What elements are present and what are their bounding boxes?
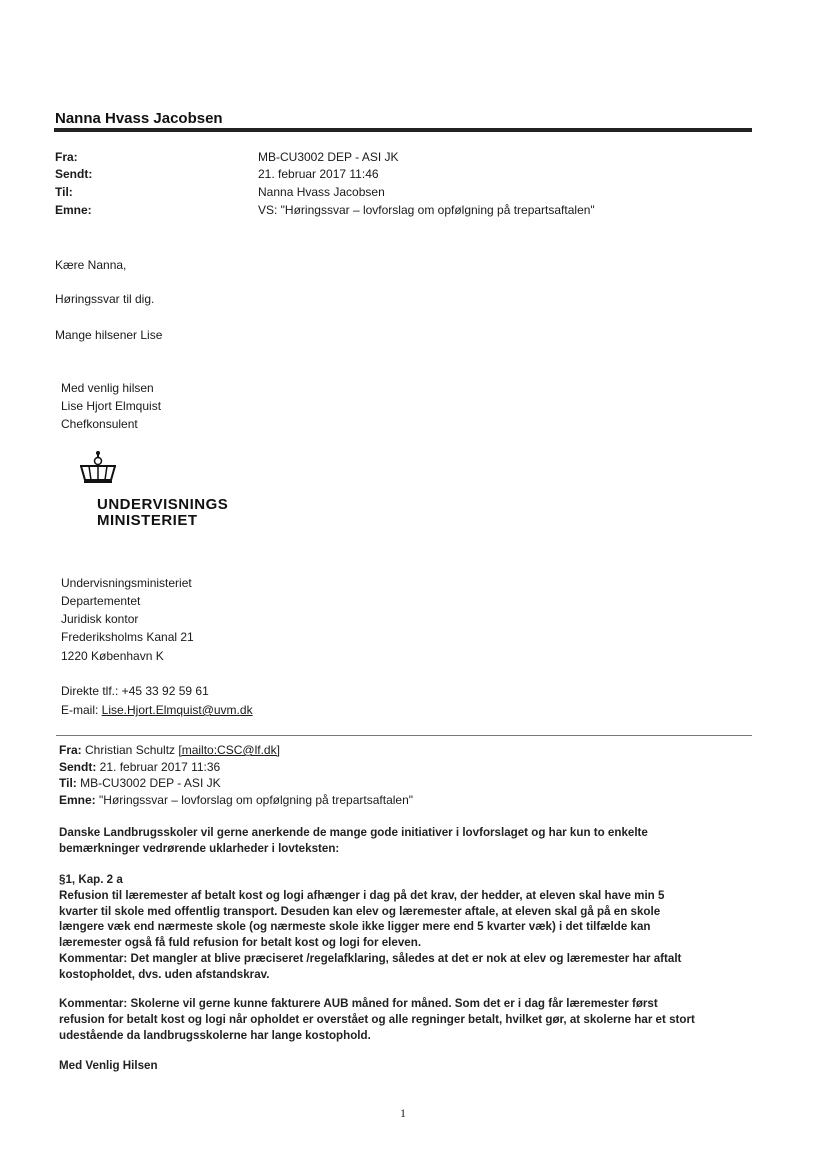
signature-name: Lise Hjort Elmquist — [61, 399, 162, 413]
paragraph-comment — [59, 996, 759, 1043]
text-line: refusion for betalt kost og logi når opholdet er overstået og alle regninger betalt, hvilket gør, at skolerne har et stort — [59, 1012, 695, 1026]
fwd-to-label: Til: — [59, 776, 77, 790]
forward-divider — [56, 735, 752, 736]
sent-label: Sendt: — [55, 167, 93, 181]
paragraph-section — [59, 872, 759, 983]
crown-logo-icon — [76, 450, 120, 486]
fwd-to-value: MB-CU3002 DEP - ASI JK — [76, 776, 221, 790]
fwd-sent-value: 21. februar 2017 11:36 — [96, 760, 221, 774]
fwd-from-value: Christian Schultz — [81, 743, 179, 757]
fwd-sent — [59, 760, 220, 774]
text-line: Refusion til læremester af betalt kost og logi afhænger i dag på det krav, der hedder, at eleven skal have min 5 — [59, 888, 665, 902]
fwd-from-label: Fra: — [59, 743, 82, 757]
paragraph-intro — [59, 825, 759, 857]
city-address: 1220 København K — [61, 649, 164, 663]
text-line: udestående da landbrugsskolerne har lange kostophold. — [59, 1028, 371, 1042]
to-value: Nanna Hvass Jacobsen — [258, 185, 385, 199]
closing: Mange hilsener Lise — [55, 328, 163, 342]
from-label: Fra: — [55, 150, 78, 164]
text-line: læremester også få fuld refusion for betalt kost og logi for eleven. — [59, 936, 422, 950]
recipient-name-header: Nanna Hvass Jacobsen — [55, 110, 223, 127]
signature-title: Chefkonsulent — [61, 417, 138, 431]
page-number: 1 — [400, 1106, 406, 1120]
fwd-subject-value: "Høringssvar – lovforslag om opfølgning på trepartsaftalen" — [95, 793, 414, 807]
from-value: MB-CU3002 DEP - ASI JK — [258, 150, 399, 164]
logo-text-line1: UNDERVISNINGS — [97, 496, 229, 513]
fwd-closing: Med Venlig Hilsen — [59, 1059, 158, 1072]
email-link[interactable]: Lise.Hjort.Elmquist@uvm.dk — [101, 703, 253, 717]
text-line: Kommentar: Skolerne vil gerne kunne fakturere AUB måned for måned. Som det er i dag får læremester først — [59, 997, 658, 1010]
logo-text-line2: MINISTERIET — [97, 512, 198, 529]
text-line: kostopholdet, dvs. uden afstandskrav. — [59, 967, 270, 981]
header-divider — [54, 128, 752, 132]
phone: Direkte tlf.: +45 33 92 59 61 — [61, 684, 209, 698]
fwd-from-link[interactable]: [mailto:CSC@lf.dk] — [178, 743, 280, 757]
sent-value: 21. februar 2017 11:46 — [258, 167, 379, 181]
text-line: længere væk end nærmeste skole (og nærmeste skole ikke ligger mere end 5 kvarter væk) i det tilfælde kan — [59, 920, 651, 934]
text-line: kvarter til skole med offentlig transport. Desuden kan elev og læremester aftale, at eleven skal gå på en skole — [59, 904, 661, 918]
subject-value: VS: "Høringssvar – lovforslag om opfølgning på trepartsaftalen" — [258, 203, 595, 217]
org-name: Undervisningsministeriet — [61, 576, 192, 590]
fwd-subject — [59, 793, 413, 807]
fwd-sent-label: Sendt: — [59, 760, 97, 774]
text-line: Kommentar: Det mangler at blive præciseret /regelafklaring, således at det er nok at elev og læremester har aftalt — [59, 951, 682, 965]
text-line: Danske Landbrugsskoler vil gerne anerkende de mange gode initiativer i lovforslaget og har kun to enkelte — [59, 826, 648, 839]
signature-regards: Med venlig hilsen — [61, 381, 154, 395]
fwd-subject-label: Emne: — [59, 793, 96, 807]
street-address: Frederiksholms Kanal 21 — [61, 630, 194, 644]
to-label: Til: — [55, 185, 73, 199]
greeting: Kære Nanna, — [55, 258, 127, 272]
email-label: E-mail: — [61, 703, 102, 717]
subject-label: Emne: — [55, 203, 92, 217]
section-heading: §1, Kap. 2 a — [59, 873, 123, 886]
text-line: bemærkninger vedrørende uklarheder i lovteksten: — [59, 841, 340, 855]
department: Departementet — [61, 594, 141, 608]
office: Juridisk kontor — [61, 612, 139, 626]
body-line: Høringssvar til dig. — [55, 292, 155, 306]
email-line — [61, 703, 253, 717]
fwd-to — [59, 776, 221, 790]
fwd-from — [59, 743, 280, 757]
